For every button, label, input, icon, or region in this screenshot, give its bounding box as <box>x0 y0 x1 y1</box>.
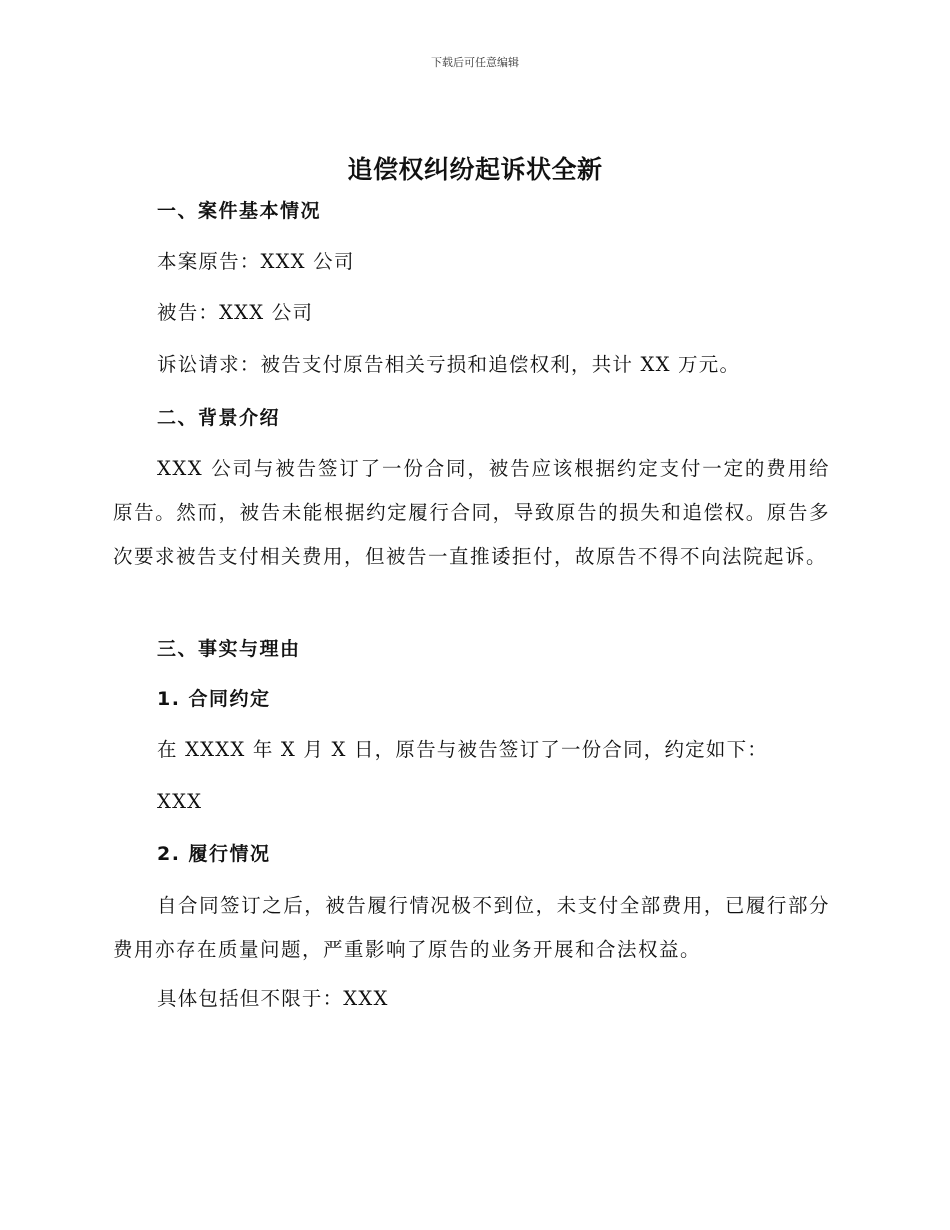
performance-detail: 具体包括但不限于：XXX <box>157 987 389 1010</box>
section-heading-case-info: 一、案件基本情况 <box>157 200 322 222</box>
claim-line: 诉讼请求：被告支付原告相关亏损和追偿权利，共计 XX 万元。 <box>157 353 741 376</box>
plaintiff-line: 本案原告：XXX 公司 <box>157 250 355 273</box>
subheading-contract: 1. 合同约定 <box>157 688 271 710</box>
header-note: 下载后可任意编辑 <box>431 56 519 69</box>
section-heading-facts: 三、事实与理由 <box>157 638 301 660</box>
background-paragraph: XXX 公司与被告签订了一份合同，被告应该根据约定支付一定的费用给原告。然而，被告未能根据约定履行合同，导致原告的损失和追偿权。原告多次要求被告支付相关费用，但被告一直推诿拒付，故原告不得不向法院起诉。 <box>113 457 830 568</box>
document-title: 追偿权纠纷起诉状全新 <box>347 155 603 184</box>
contract-detail: XXX <box>157 790 203 813</box>
performance-paragraph: 自合同签订之后，被告履行情况极不到位，未支付全部费用，已履行部分费用亦存在质量问题，严重影响了原告的业务开展和合法权益。 <box>113 894 830 961</box>
contract-text: 在 XXXX 年 X 月 X 日，原告与被告签订了一份合同，约定如下： <box>157 738 768 761</box>
defendant-line: 被告：XXX 公司 <box>157 301 314 324</box>
subheading-performance: 2. 履行情况 <box>157 843 271 865</box>
section-heading-background: 二、背景介绍 <box>157 407 281 429</box>
